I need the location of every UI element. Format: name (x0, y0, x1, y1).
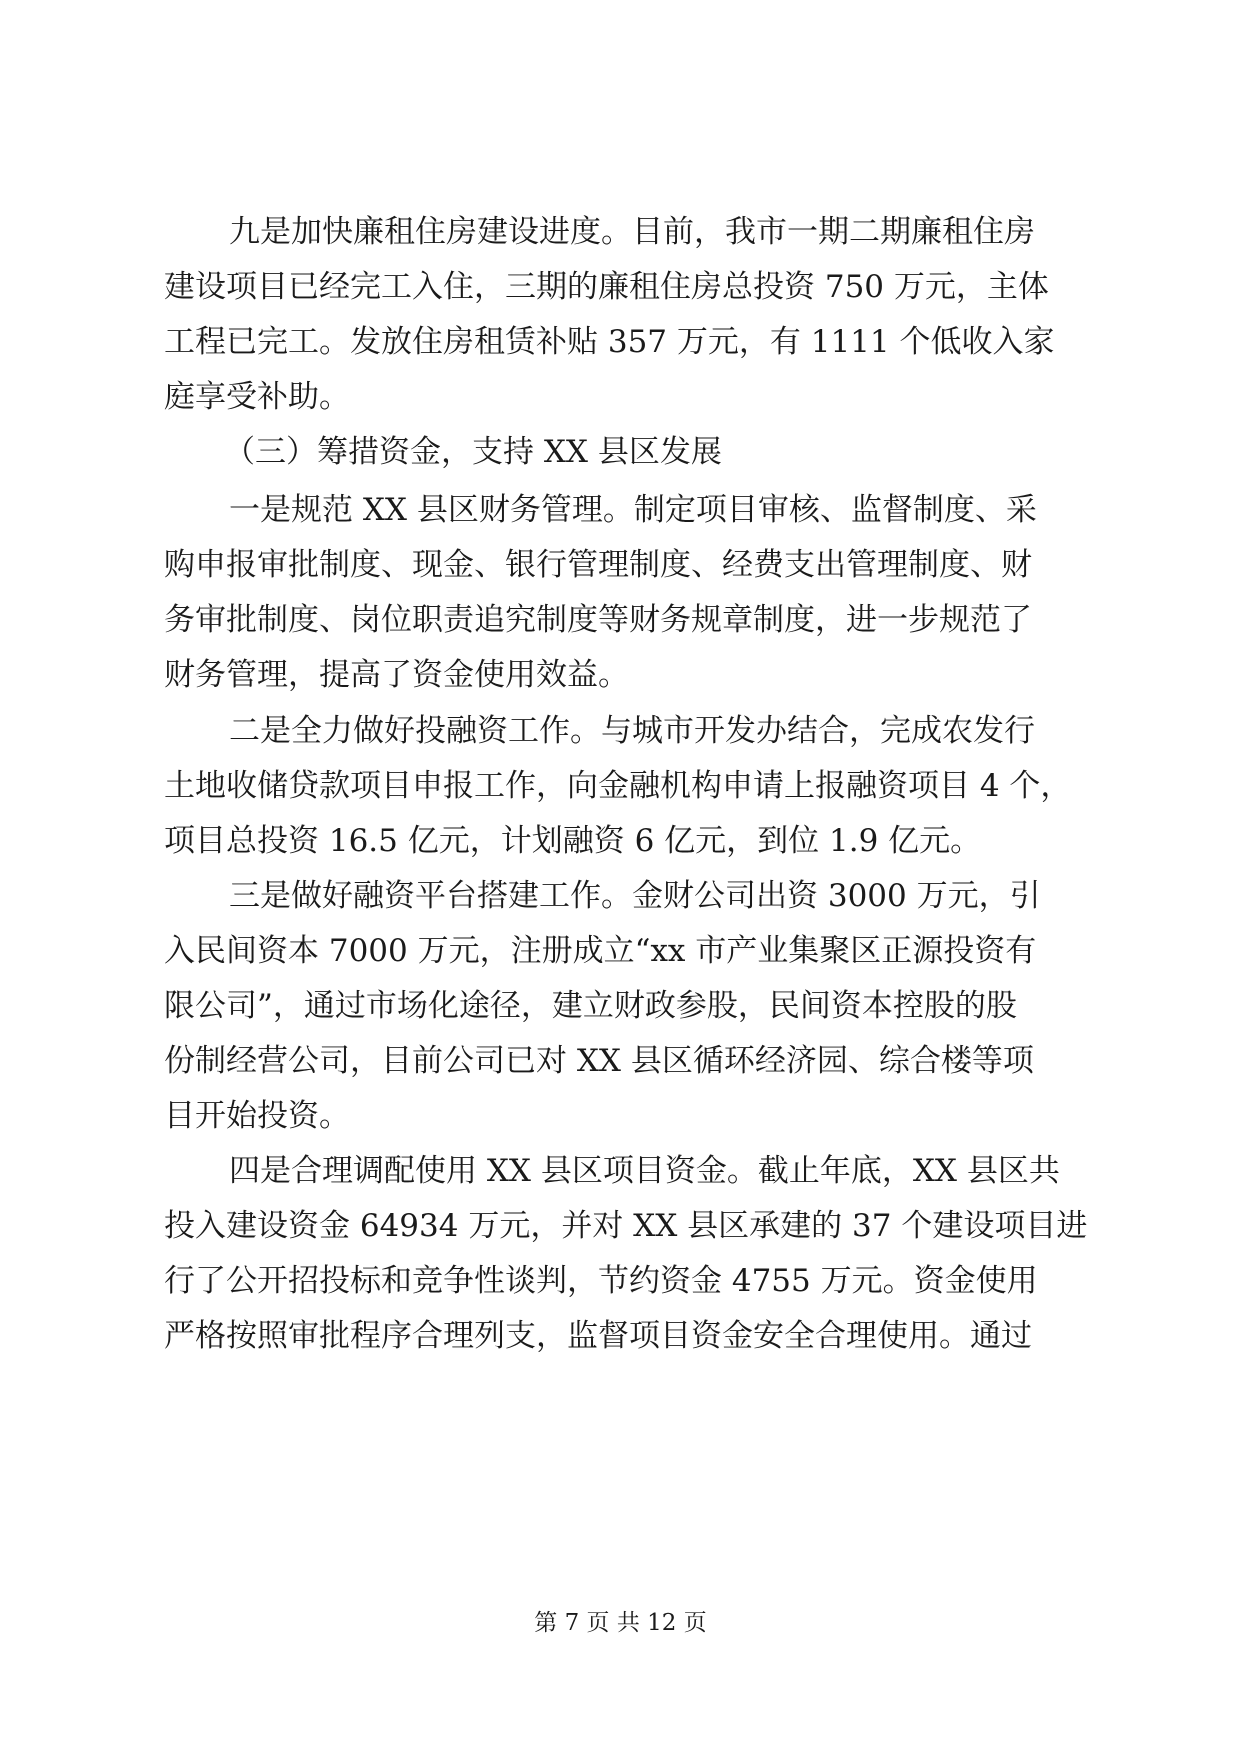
paragraph-line: 财务管理，提高了资金使用效益。 (164, 657, 629, 693)
paragraph-line: 购申报审批制度、现金、银行管理制度、经费支出管理制度、财 (164, 547, 1032, 583)
page-number-footer: 第 7 页 共 12 页 (534, 1610, 707, 1636)
paragraph-line: 严格按照审批程序合理列支，监督项目资金安全合理使用。通过 (164, 1318, 1032, 1354)
paragraph-line: 一是规范 XX 县区财务管理。制定项目审核、监督制度、采 (229, 492, 1037, 528)
paragraph-line: 份制经营公司，目前公司已对 XX 县区循环经济园、综合楼等项 (164, 1043, 1034, 1079)
paragraph-line: 九是加快廉租住房建设进度。目前，我市一期二期廉租住房 (229, 214, 1035, 250)
paragraph-line: 入民间资本 7000 万元，注册成立“xx 市产业集聚区正源投资有 (164, 933, 1037, 969)
paragraph-line: 投入建设资金 64934 万元，并对 XX 县区承建的 37 个建设项目进 (164, 1208, 1088, 1244)
paragraph-line: 务审批制度、岗位职责追究制度等财务规章制度，进一步规范了 (164, 602, 1032, 638)
paragraph-line: 土地收储贷款项目申报工作，向金融机构申请上报融资项目 4 个， (164, 768, 1072, 804)
paragraph-line: 工程已完工。发放住房租赁补贴 357 万元，有 1111 个低收入家 (164, 324, 1055, 360)
paragraph-line: 目开始投资。 (164, 1098, 350, 1134)
section-heading: （三）筹措资金，支持 XX 县区发展 (224, 434, 722, 470)
paragraph-line: 庭享受补助。 (164, 379, 350, 415)
paragraph-line: 二是全力做好投融资工作。与城市开发办结合，完成农发行 (229, 713, 1035, 749)
paragraph-line: 四是合理调配使用 XX 县区项目资金。截止年底，XX 县区共 (229, 1153, 1060, 1189)
paragraph-line: 建设项目已经完工入住，三期的廉租住房总投资 750 万元，主体 (164, 269, 1049, 305)
paragraph-line: 行了公开招投标和竞争性谈判，节约资金 4755 万元。资金使用 (164, 1263, 1038, 1299)
paragraph-line: 项目总投资 16.5 亿元，计划融资 6 亿元，到位 1.9 亿元。 (164, 823, 982, 859)
paragraph-line: 三是做好融资平台搭建工作。金财公司出资 3000 万元，引 (229, 878, 1041, 914)
paragraph-line: 限公司”，通过市场化途径，建立财政参股，民间资本控股的股 (164, 988, 1017, 1024)
